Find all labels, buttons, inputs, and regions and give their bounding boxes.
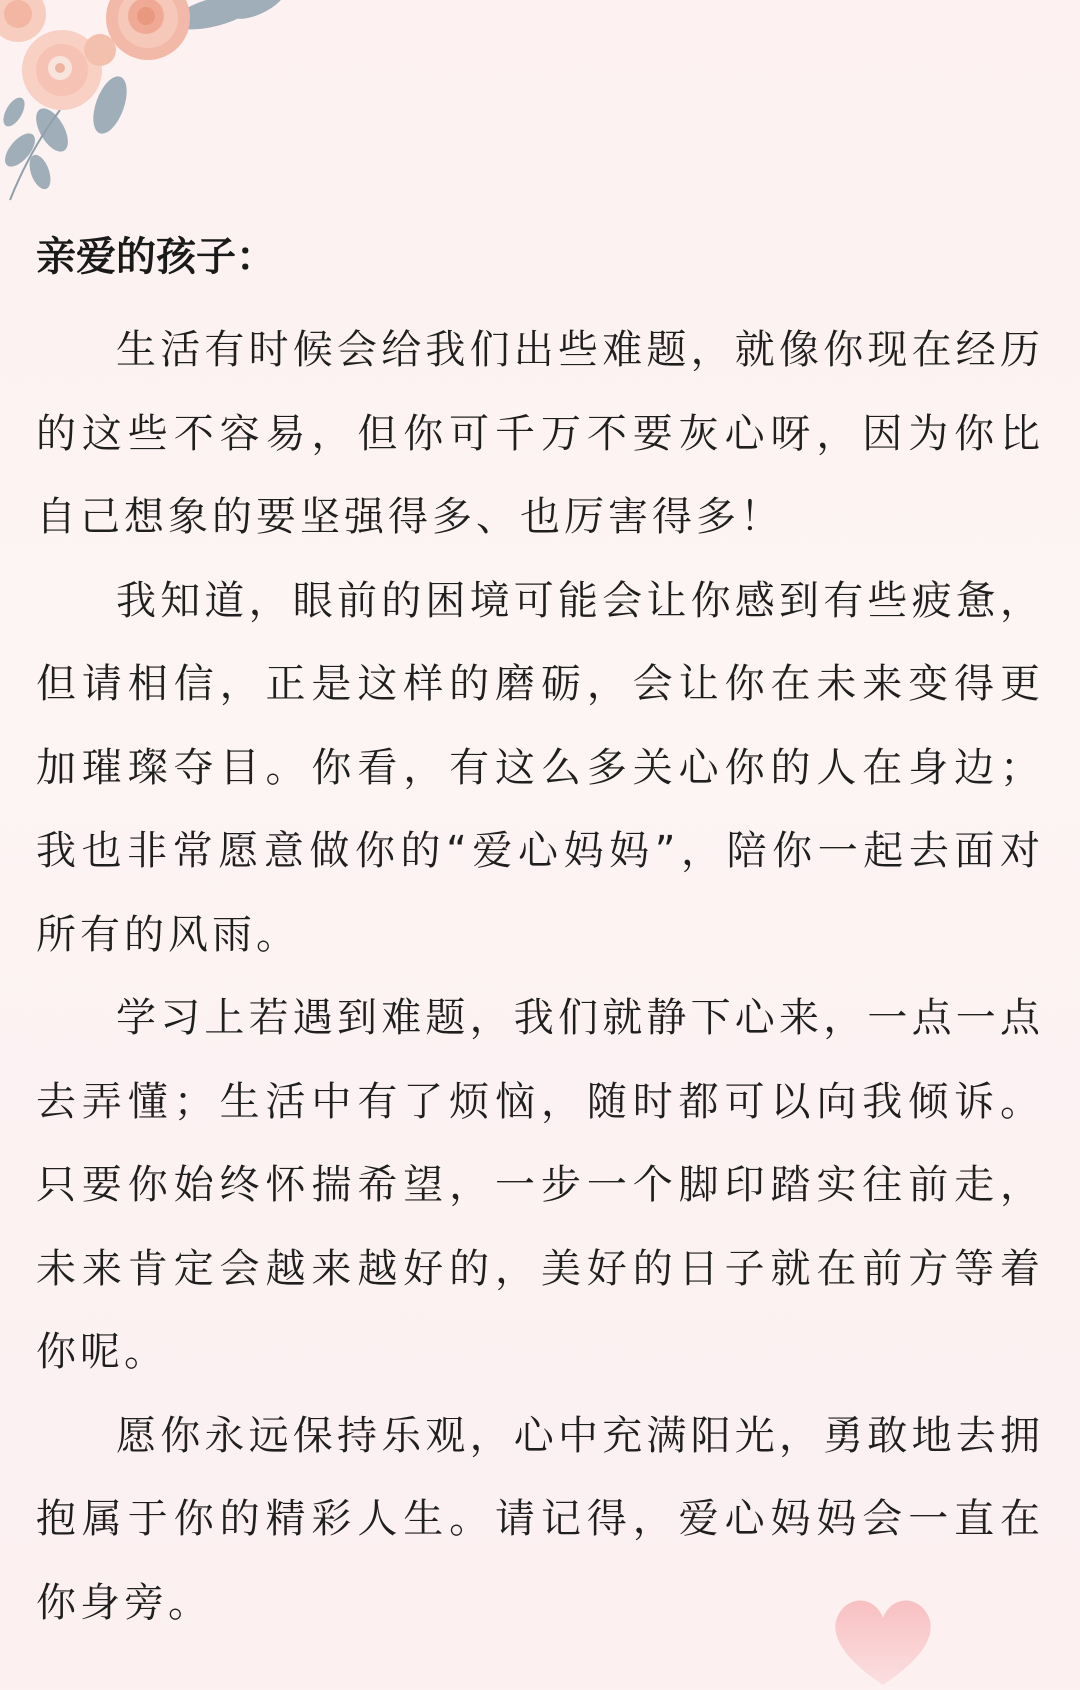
flower-icon [0,0,300,220]
letter-paragraph-4: 愿你永远保持乐观，心中充满阳光，勇敢地去拥抱属于你的精彩人生。请记得，爱心妈妈会一直在你身旁。 [36,1412,1044,1626]
heart-icon [828,1590,938,1690]
letter-greeting: 亲爱的孩子： [36,234,276,280]
letter-body [36,225,1044,1645]
letter-paragraph-1: 生活有时候会给我们出些难题，就像你现在经历的这些不容易，但你可千万不要灰心呀，因为你比自己想象的要坚强得多、也厉害得多！ [36,327,1044,540]
letter-paragraph-2: 我知道，眼前的困境可能会让你感到有些疲惫，但请相信，正是这样的磨砺，会让你在未来变得更加璀璨夺目。你看，有这么多关心你的人在身边；我也非常愿意做你的“爱心妈妈”，陪你一起去面对所有的风雨。 [36,577,1044,958]
letter-paragraph-3: 学习上若遇到难题，我们就静下心来，一点一点去弄懂；生活中有了烦恼，随时都可以向我倾诉。只要你始终怀揣希望，一步一个脚印踏实往前走，未来肯定会越来越好的，美好的日子就在前方等着你呢。 [36,995,1044,1375]
